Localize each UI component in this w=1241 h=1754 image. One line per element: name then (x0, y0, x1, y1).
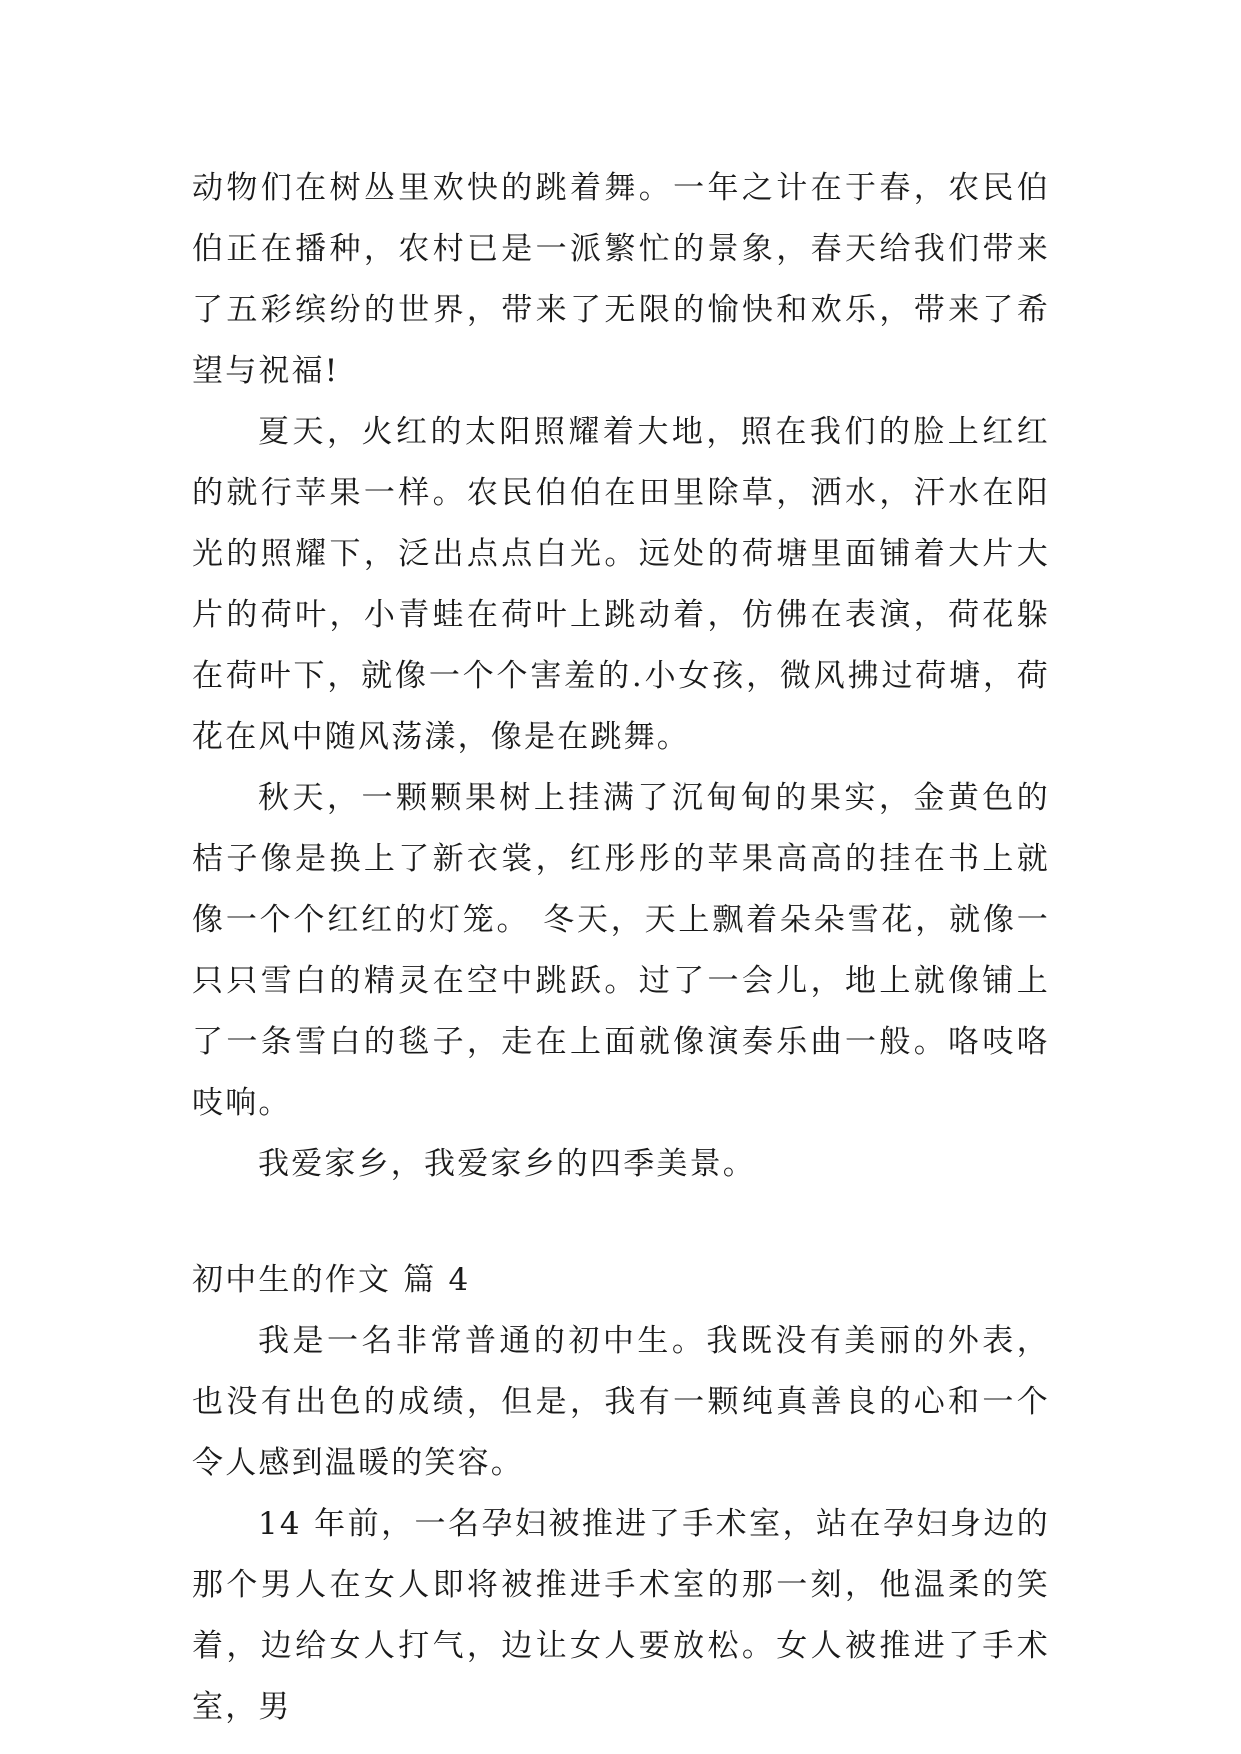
paragraph-intro: 我是一名非常普通的初中生。我既没有美丽的外表，也没有出色的成绩，但是，我有一颗纯真善良的心和一个令人感到温暖的笑容。 (192, 1323, 1050, 1481)
paragraph-autumn-winter: 秋天，一颗颗果树上挂满了沉甸甸的果实，金黄色的桔子像是换上了新衣裳，红彤彤的苹果高高的挂在书上就像一个个红红的灯笼。 冬天，天上飘着朵朵雪花，就像一只只雪白的精灵在空中跳跃。过了一会儿，地上就像铺上了一条雪白的毯子，走在上面就像演奏乐曲一般。咯吱咯吱响。 (192, 780, 1050, 1121)
paragraph-story: 14 年前，一名孕妇被推进了手术室，站在孕妇身边的那个男人在女人即将被推进手术室的那一刻，他温柔的笑着，边给女人打气，边让女人要放松。女人被推进了手术室，男 (192, 1506, 1050, 1725)
paragraph-conclusion: 我爱家乡，我爱家乡的四季美景。 (258, 1146, 756, 1182)
paragraph-summer: 夏天，火红的太阳照耀着大地，照在我们的脸上红红的就行苹果一样。农民伯伯在田里除草，洒水，汗水在阳光的照耀下，泛出点点白光。远处的荷塘里面铺着大片大片的荷叶，小青蛙在荷叶上跳动着，仿佛在表演，荷花躲在荷叶下，就像一个个害羞的.小女孩，微风拂过荷塘，荷花在风中随风荡漾，像是在跳舞。 (192, 414, 1050, 755)
section-title: 初中生的作文 篇 4 (192, 1262, 471, 1298)
paragraph-spring-ending: 动物们在树丛里欢快的跳着舞。一年之计在于春，农民伯伯正在播种，农村已是一派繁忙的景象，春天给我们带来了五彩缤纷的世界，带来了无限的愉快和欢乐，带来了希望与祝福! (192, 170, 1050, 389)
document-body (192, 158, 1050, 1738)
